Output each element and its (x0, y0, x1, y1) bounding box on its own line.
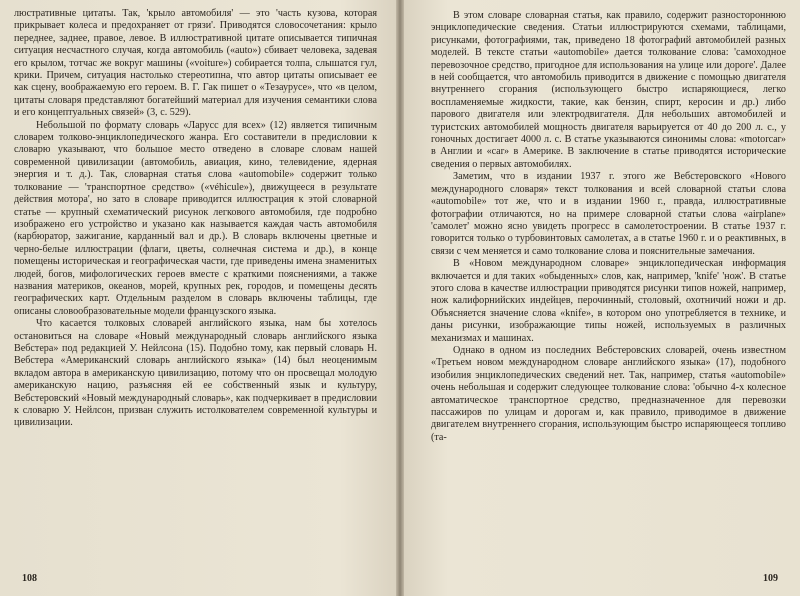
paragraph: Однако в одном из последних Вебстеровских словарей, очень известном «Третьем новом международном словаре английского языка» (17), подобного изобилия энциклопедических сведений нет. Так, например, статья «automobile» очень небольшая и содержит следующее толкование слова: 'обычно 4-х колесное автоматическое транспортное средство, предназначенное для перевозки пассажиров по улицам и дорогам и, как правило, приводимое в движение двигателем внутреннего сгорания, использующим быстро испаряющееся топливо (та- (431, 344, 786, 443)
page-number: 109 (763, 573, 778, 584)
paragraph: Что касается толковых словарей английского языка, нам бы хотелось остановиться на словаре «Новый международный словарь английского языка Вебстера» под редакцией У. Нейлсона (15). Подобно тому, как первый словарь Н. Вебстера «Американский словарь английского языка» (14) был неоценимым вкладом автора в американскую цивилизацию, потому что он просвещал молодую американскую нацию, разъясняя ей ее собственный язык и культуру, Вебстеровский «Новый международный словарь», как подчеркивает в предисловии к словарю У. Нейлсон, призван служить истолкователем современной культуры и цивилизации. (14, 318, 377, 429)
book-gutter (396, 0, 404, 596)
page-number: 108 (22, 573, 37, 584)
paragraph: В «Новом международном словаре» энциклопедическая информация включается и для таких «обыденных» слов, как, например, 'knife' 'нож'. В статье этого слова в качестве иллюстрации приводятся рисунки типов ножей, например, нож калифорнийских индейцев, перочинный, столовый, охотничий ножи и др. Объясняется значение слова «knife», в котором оно употребляется в технике, и даны рисунки, изображающие типы ножей, используемых в различных механизмах и машинах. (431, 258, 786, 344)
left-page-text (14, 8, 377, 430)
paragraph: В этом словаре словарная статья, как правило, содержит разностороннюю энциклопедические сведения. Статьи иллюстрируются схемами, таблицами, рисунками, фотографиями, так, приведено 18 фотографий автомобилей разных моделей. В тексте статьи «automobile» дается толкование слова: 'самоходное перевозочное средство, пригодное для использования на улице или дороге'. Далее в ней сообщается, что автомобиль приводится в движение с помощью двигателя внутреннего сгорания (использующего быстро испаряющиеся, легко воспламеняемые жидкости, такие, как бензин, спирт, керосин и др.) либо парового двигателя или электродвигателя. Для небольших автомобилей и туристских автомобилей мощность двигателя варьируется от 40 до 200 л. с., у гоночных достигает 4000 л. с. В статье указываются синонимы слова: «motorcar» в Англии и «car» в Америке. В заключение в статье приводятся исторические сведения о первых автомобилях. (431, 10, 786, 170)
paragraph: Заметим, что в издании 1937 г. этого же Вебстеровского «Нового международного словаря» текст толкования и всей словарной статьи слова «automobile» тот же, что и в издании 1960 г., правда, иллюстративные фотографии отличаются, но на примере словарной статьи слова «airplane» 'самолет' можно ясно увидеть прогресс в самолетостроении. В статье 1937 г. говорится только о турбовинтовых самолетах, а в статье 1960 г. и о реактивных, в связи с чем меняется и само толкование слова и пояснительные замечания. (431, 171, 786, 257)
paragraph: люстративные цитаты. Так, 'крыло автомобиля' — это 'часть кузова, которая прикрывает колеса и предохраняет от грязи'. Приводятся словосочетания: крыло переднее, заднее, правое, левое. В иллюстративной цитате описывается типичная ситуация несчастного случая, когда автомобиль («auto») сбивает человека, задевая его крылом, тотчас же вокруг машины («voiture») собирается толпа, слышатся гул, крики. Причем, ситуация настолько стереотипна, что автор цитаты описывает ее как сцену, воображаемую его героем. В. Г. Гак пишет о «Тезаурусе», что «в целом, цитаты словаря представляют богатейший материал для изучения семантики слова и его концептуальных связей» (3, с. 529). (14, 8, 377, 119)
paragraph: Небольшой по формату словарь «Ларусс для всех» (12) является типичным словарем толково-энциклопедического жанра. Его составители в предисловии к словарю указывают, что большое место отведено в словаре словам нашей современной цивилизации (автомобиль, авиация, кино, телевидение, ядерная энергия и т. д.). Так, словарная статья слова «automobile» содержит только толкование — 'транспортное средство» («véhicule»), движущееся в результате действия мотора', но зато в словаре приводится иллюстрация к этой словарной статье — крупный схематический рисунок легкового автомобиля, где подробно изображено его устройство и указано как называется каждая часть автомобиля (карбюратор, зажигание, карданный вал и др.). В словарь включены цветные и черно-белые иллюстрации (флаги, цветы, солнечная система и др.), в конце помещены историческая и географическая части, где приведены имена знаменитых людей, богов, мифологических героев вместе с краткими пояснениями, а также названия материков, океанов, морей, крупных рек, городов, и помещены десять географических карт. Отдельным разделом в словарь включены таблицы, где описаны словообразовательные модели французского языка. (14, 119, 377, 317)
right-page-text (431, 10, 786, 444)
right-page (400, 0, 800, 596)
